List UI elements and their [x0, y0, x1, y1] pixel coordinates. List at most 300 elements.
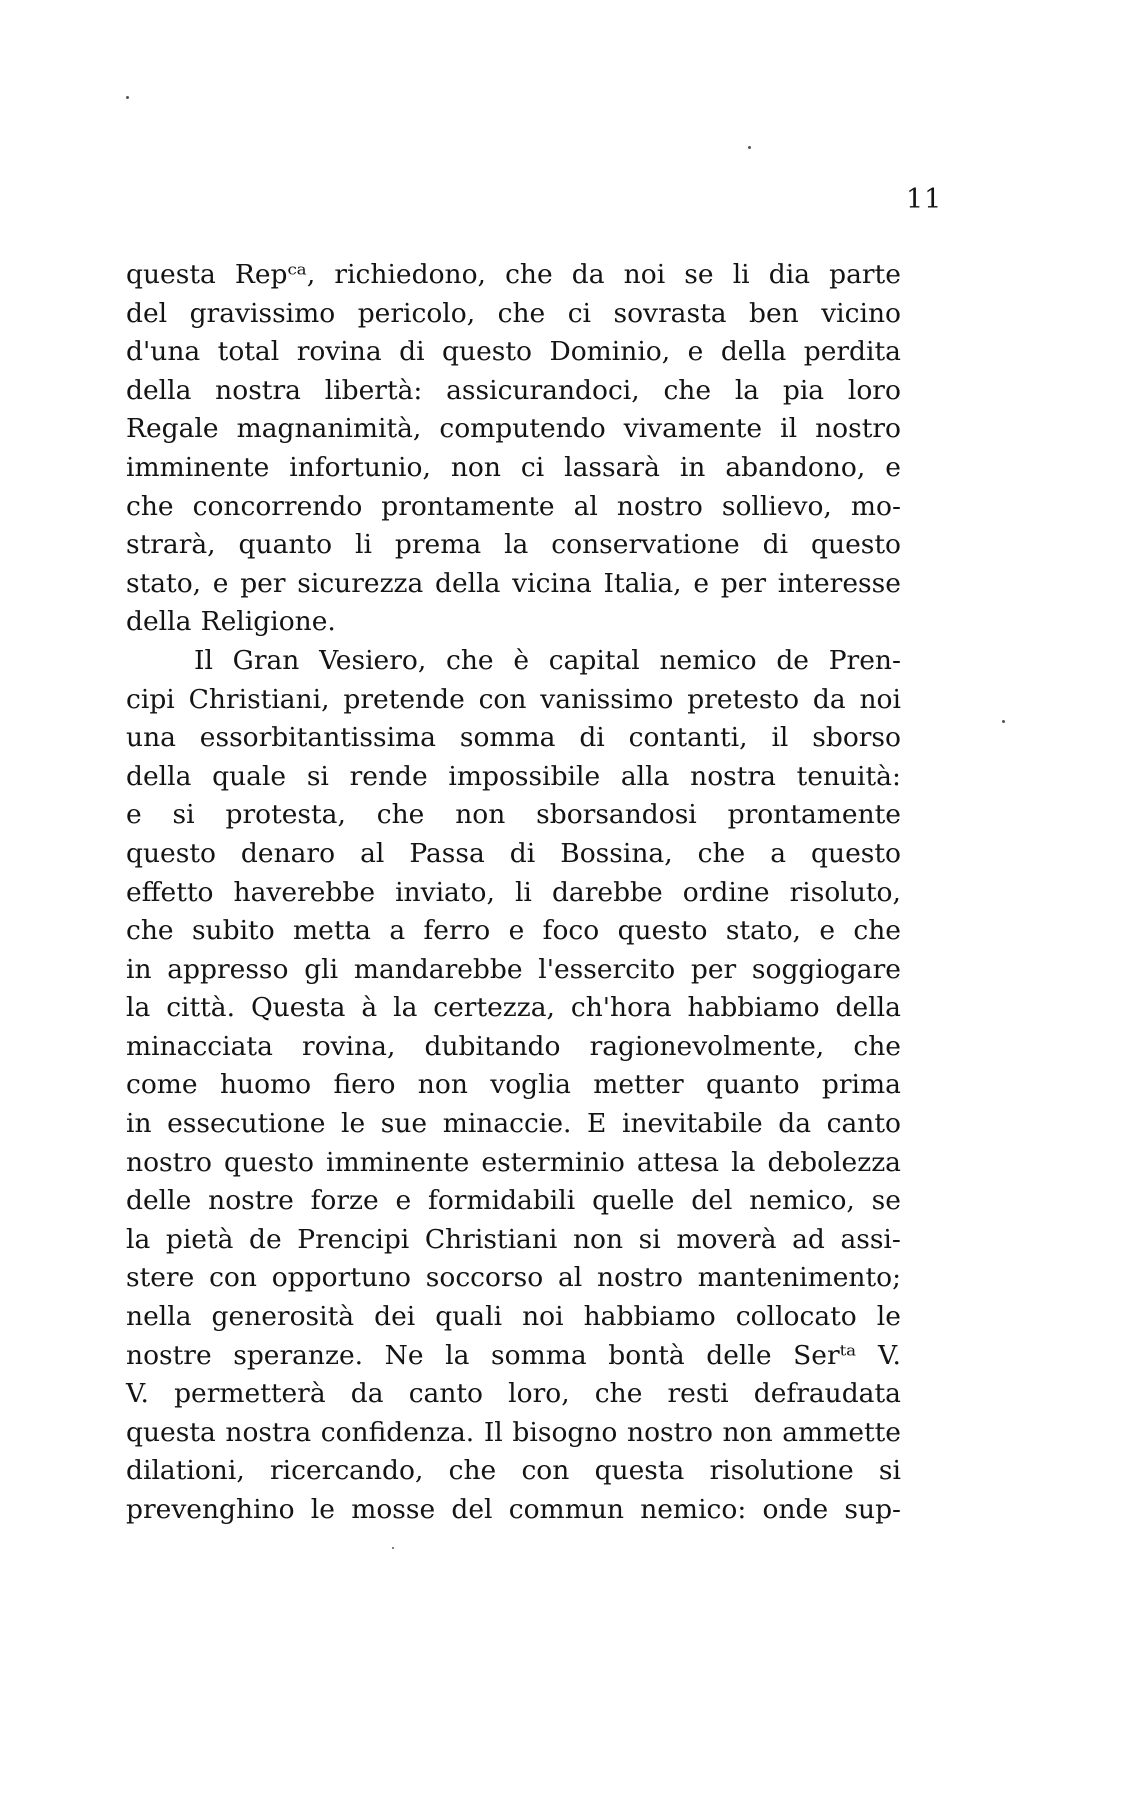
word: nemico,	[749, 1185, 855, 1217]
word: formidabili	[428, 1185, 576, 1217]
word: gravissimo	[189, 297, 336, 329]
text-line	[126, 951, 901, 990]
word: nemico	[659, 644, 757, 676]
word: e	[212, 567, 229, 599]
word: per	[720, 567, 767, 599]
word: ad	[792, 1223, 825, 1255]
text-line	[126, 449, 901, 488]
word: minaccie.	[442, 1108, 572, 1140]
word: la	[393, 992, 418, 1024]
word: nostre	[126, 1339, 212, 1371]
scan-speck	[392, 1547, 394, 1549]
word: assi-	[840, 1223, 901, 1255]
word: sborso	[812, 722, 901, 754]
word: sue	[380, 1108, 428, 1140]
word: Serᵗᵃ	[793, 1339, 857, 1371]
word: nostre	[208, 1185, 294, 1217]
word: quanto	[238, 529, 333, 561]
text-line	[126, 912, 901, 951]
word: non	[572, 1223, 624, 1255]
word: dei	[374, 1301, 416, 1333]
word: se	[871, 1185, 901, 1217]
word: esterminio	[481, 1146, 625, 1178]
word: città.	[166, 992, 236, 1024]
word: al	[557, 1262, 583, 1294]
word: sollievo,	[721, 490, 832, 522]
word: la	[734, 374, 760, 406]
word: parte	[829, 259, 901, 290]
word: de	[249, 1223, 282, 1255]
word: vanissimo	[540, 683, 674, 715]
word: contanti,	[628, 722, 748, 754]
word: noi	[859, 683, 901, 715]
text-line	[126, 681, 901, 720]
word: la	[731, 1146, 756, 1178]
word: cipi	[126, 683, 175, 715]
text-line	[126, 256, 901, 295]
scan-speck	[126, 96, 129, 99]
word: non	[417, 1069, 468, 1101]
word: rende	[349, 760, 428, 792]
word: nostro	[627, 1416, 713, 1448]
word: attesa	[636, 1146, 720, 1178]
body-text	[126, 256, 901, 1530]
word: stato,	[725, 915, 801, 947]
word: prema	[394, 529, 482, 561]
word: ch'hora	[570, 992, 672, 1024]
word: dia	[768, 259, 810, 290]
word: infortunio,	[289, 451, 431, 483]
word: opportuno	[271, 1262, 411, 1294]
word: Il	[483, 1416, 503, 1448]
scan-speck	[1002, 720, 1005, 723]
word: per	[690, 953, 737, 985]
word: V.	[126, 1378, 149, 1410]
text-line	[126, 372, 901, 411]
text-line	[126, 565, 901, 604]
word: questo	[617, 915, 708, 947]
word: effetto	[126, 876, 214, 908]
word: Religione.	[200, 606, 336, 638]
word: la	[126, 992, 151, 1024]
word: conservatione	[551, 529, 740, 561]
word: noi	[522, 1301, 564, 1333]
text-line	[126, 1259, 901, 1298]
word: che	[446, 644, 494, 676]
word: haverebbe	[233, 876, 375, 908]
word: delle	[706, 1339, 772, 1371]
word: loro	[847, 374, 901, 406]
word: questo	[811, 529, 901, 561]
word: Il	[194, 644, 213, 676]
word: soggiogare	[751, 953, 901, 985]
word: libertà:	[324, 374, 423, 406]
text-line	[126, 1414, 901, 1453]
word: nostro	[126, 1146, 212, 1178]
word: che	[663, 374, 712, 406]
word: risoluto,	[789, 876, 901, 908]
word: rovina	[296, 336, 382, 368]
word: Gran	[232, 644, 300, 676]
word: li	[355, 529, 372, 561]
word: questo	[811, 837, 901, 869]
word: ammette	[782, 1416, 901, 1448]
word: inevitabile	[621, 1108, 763, 1140]
word: questo	[442, 336, 532, 368]
word: nella	[126, 1301, 192, 1333]
word: da	[812, 683, 846, 715]
word: ci	[567, 297, 592, 329]
word: Passa	[409, 837, 485, 869]
word: di	[509, 837, 536, 869]
word: la	[445, 1339, 470, 1371]
word: bontà	[608, 1339, 685, 1371]
word: richiedono,	[334, 259, 486, 290]
word: ferro	[423, 915, 491, 947]
word: dilationi,	[126, 1455, 245, 1487]
word: debolezza	[767, 1146, 901, 1178]
word: de	[776, 644, 809, 676]
text-line	[126, 410, 901, 449]
word: che	[126, 915, 174, 947]
word: da	[778, 1108, 812, 1140]
word: assicurandoci,	[446, 374, 640, 406]
word: non	[450, 451, 501, 483]
text-line	[126, 1491, 901, 1530]
word: da	[571, 259, 605, 290]
word: ricercando,	[270, 1455, 424, 1487]
word: perdita	[803, 336, 901, 368]
word: della	[835, 992, 901, 1024]
word: Italia,	[603, 567, 682, 599]
text-line	[126, 1105, 901, 1144]
word: protesta,	[225, 799, 346, 831]
word: ci	[520, 451, 545, 483]
word: confidenza.	[320, 1416, 475, 1448]
word: concorrendo	[192, 490, 363, 522]
word: vicino	[821, 297, 901, 329]
word: total	[217, 336, 280, 368]
word: moverà	[676, 1223, 777, 1255]
word: quanto	[706, 1069, 800, 1101]
text-line	[126, 526, 901, 565]
word: metta	[293, 915, 371, 947]
word: a	[770, 837, 787, 869]
word: darebbe	[551, 876, 663, 908]
word: e	[508, 915, 525, 947]
word: capital	[548, 644, 640, 676]
word: Pren-	[828, 644, 901, 676]
word: la	[126, 1223, 151, 1255]
word: che	[853, 915, 901, 947]
word: questa	[126, 1416, 216, 1448]
word: inviato,	[395, 876, 495, 908]
word: li	[514, 876, 532, 908]
word: voglia	[490, 1069, 571, 1101]
scan-speck	[748, 146, 751, 149]
word: e	[126, 799, 142, 831]
word: li	[732, 259, 750, 290]
word: del	[451, 1494, 493, 1525]
word: della	[720, 336, 787, 368]
word: bisogno	[512, 1416, 618, 1448]
word: canto	[408, 1378, 484, 1410]
word: in	[679, 451, 706, 483]
word: sovrasta	[613, 297, 727, 329]
word: foco	[542, 915, 600, 947]
word: da	[350, 1378, 384, 1410]
word: defraudata	[753, 1378, 901, 1410]
text-line	[126, 989, 901, 1028]
word: della	[126, 760, 192, 792]
word: nemico:	[640, 1494, 747, 1525]
word: questa	[126, 259, 216, 290]
text-line	[126, 1375, 901, 1414]
word: si	[172, 799, 195, 831]
word: tenuità:	[796, 760, 901, 792]
text-line	[126, 719, 901, 758]
word: nostro	[815, 413, 901, 445]
text-line	[126, 1452, 901, 1491]
word: stato,	[126, 567, 202, 599]
word: à	[361, 992, 378, 1024]
word: subito	[191, 915, 275, 947]
word: della	[435, 567, 501, 599]
word: che	[853, 1030, 901, 1062]
word: quali	[435, 1301, 503, 1333]
word: di	[579, 722, 605, 754]
word: una	[126, 722, 176, 754]
word: nostro	[616, 490, 703, 522]
word: somma	[491, 1339, 587, 1371]
word: appresso	[167, 953, 289, 985]
word: di	[762, 529, 789, 561]
word: ragionevolmente,	[589, 1030, 825, 1062]
word: computendo	[439, 413, 606, 445]
word: mantenimento;	[697, 1262, 901, 1294]
word: del	[126, 297, 168, 329]
word: permetterà	[174, 1378, 326, 1410]
word: certezza,	[433, 992, 555, 1024]
word: se	[684, 259, 714, 290]
word: si	[306, 760, 329, 792]
word: loro,	[508, 1378, 570, 1410]
word: lassarà	[564, 451, 660, 483]
text-line	[126, 758, 901, 797]
word: nostra	[225, 1416, 312, 1448]
word: vicina	[512, 567, 592, 599]
word: che	[497, 297, 546, 329]
word: Ne	[384, 1339, 424, 1371]
word: questo	[223, 1146, 314, 1178]
word: forze	[310, 1185, 379, 1217]
word: quelle	[592, 1185, 675, 1217]
word: V.	[878, 1339, 901, 1371]
word: l'essercito	[538, 953, 676, 985]
paragraph	[126, 642, 901, 1530]
word: Repᶜᵃ,	[234, 259, 316, 290]
word: è	[513, 644, 530, 676]
word: imminente	[325, 1146, 470, 1178]
word: habbiamo	[687, 992, 820, 1024]
word: commun	[508, 1494, 624, 1525]
word: che	[448, 1455, 497, 1487]
word: pretesto	[687, 683, 800, 715]
word: mo-	[850, 490, 901, 522]
word: prima	[821, 1069, 901, 1101]
page-number: 11	[906, 184, 943, 215]
word: della	[126, 374, 192, 406]
word: Christiani	[424, 1223, 558, 1255]
text-line	[126, 1221, 901, 1260]
word: alla	[620, 760, 670, 792]
word: habbiamo	[583, 1301, 716, 1333]
word: nostro	[597, 1262, 683, 1294]
word: impossibile	[448, 760, 601, 792]
word: e	[395, 1185, 412, 1217]
word: del	[691, 1185, 733, 1217]
text-line	[126, 603, 901, 642]
word: con	[521, 1455, 570, 1487]
word: d'una	[126, 336, 201, 368]
word: non	[455, 799, 506, 831]
word: speranze.	[233, 1339, 364, 1371]
text-line	[126, 835, 901, 874]
paragraph	[126, 256, 901, 642]
text-line	[126, 1337, 901, 1376]
word: collocato	[735, 1301, 857, 1333]
word: prontamente	[381, 490, 555, 522]
word: noi	[623, 259, 666, 290]
word: Christiani,	[188, 683, 330, 715]
word: stere	[126, 1262, 195, 1294]
word: che	[126, 490, 174, 522]
word: essorbitantissima	[199, 722, 436, 754]
word: pretende	[343, 683, 465, 715]
word: e	[687, 336, 704, 368]
text-line	[126, 874, 901, 913]
word: generosità	[211, 1301, 355, 1333]
text-line	[126, 295, 901, 334]
word: e	[819, 915, 835, 947]
word: Bossina,	[560, 837, 673, 869]
word: essecutione	[167, 1108, 326, 1140]
word: somma	[459, 722, 556, 754]
word: soccorso	[425, 1262, 544, 1294]
word: per	[240, 567, 286, 599]
word: vivamente	[623, 413, 763, 445]
word: che	[505, 259, 553, 290]
word: prontamente	[727, 799, 901, 831]
word: in	[126, 953, 152, 985]
word: al	[573, 490, 598, 522]
word: il	[771, 722, 789, 754]
word: con	[209, 1262, 257, 1294]
word: si	[638, 1223, 661, 1255]
word: sborsandosi	[536, 799, 697, 831]
word: della	[126, 606, 192, 638]
word: strarà,	[126, 529, 216, 561]
word: ordine	[682, 876, 770, 908]
word: come	[126, 1069, 198, 1101]
word: questa	[594, 1455, 685, 1487]
word: risolutione	[709, 1455, 854, 1487]
word: nostra	[215, 374, 301, 406]
word: resti	[667, 1378, 729, 1410]
word: e	[693, 567, 710, 599]
word: metter	[593, 1069, 684, 1101]
word: mandarebbe	[353, 953, 523, 985]
word: sicurezza	[297, 567, 424, 599]
word: ben	[749, 297, 799, 329]
word: pia	[782, 374, 825, 406]
word: si	[878, 1455, 901, 1487]
word: mosse	[351, 1494, 436, 1525]
word: la	[504, 529, 529, 561]
text-line	[126, 1182, 901, 1221]
word: e	[885, 451, 901, 483]
word: delle	[126, 1185, 192, 1217]
text-line	[126, 333, 901, 372]
word: le	[876, 1301, 901, 1333]
word: che	[376, 799, 425, 831]
word: minacciata	[126, 1030, 273, 1062]
word: Questa	[250, 992, 346, 1024]
word: pericolo,	[357, 297, 476, 329]
word: sup-	[844, 1494, 901, 1525]
word: non	[722, 1416, 773, 1448]
word: le	[310, 1494, 335, 1525]
word: di	[399, 336, 425, 368]
word: gli	[304, 953, 339, 985]
word: questo	[126, 837, 216, 869]
word: pietà	[165, 1223, 234, 1255]
word: fiero	[333, 1069, 396, 1101]
word: Dominio,	[549, 336, 671, 368]
word: con	[478, 683, 527, 715]
word: Regale	[126, 413, 219, 445]
word: Prencipi	[297, 1223, 410, 1255]
word: huomo	[219, 1069, 312, 1101]
word: magnanimità,	[236, 413, 422, 445]
word: abandono,	[725, 451, 866, 483]
word: quale	[212, 760, 287, 792]
text-line	[126, 1144, 901, 1183]
word: nostra	[690, 760, 776, 792]
word: interesse	[777, 567, 901, 599]
word: in	[126, 1108, 152, 1140]
word: a	[389, 915, 406, 947]
word: imminente	[126, 451, 270, 483]
word: che	[594, 1378, 643, 1410]
word: rovina,	[302, 1030, 396, 1062]
text-line	[126, 1028, 901, 1067]
word: Vesiero,	[319, 644, 427, 676]
text-line	[126, 488, 901, 527]
word: onde	[762, 1494, 829, 1525]
word: denaro	[240, 837, 336, 869]
word: le	[341, 1108, 366, 1140]
text-line	[126, 1066, 901, 1105]
word: al	[360, 837, 385, 869]
word: che	[697, 837, 746, 869]
word: E	[587, 1108, 607, 1140]
word: il	[780, 413, 798, 445]
text-line	[126, 1298, 901, 1337]
word: prevenghino	[126, 1494, 295, 1525]
text-line	[126, 796, 901, 835]
text-line	[126, 642, 901, 681]
